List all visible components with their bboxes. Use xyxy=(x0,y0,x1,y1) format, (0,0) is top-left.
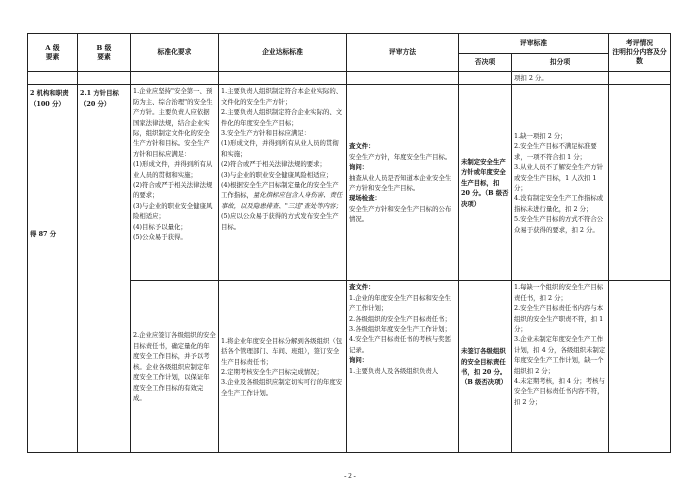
b-level-label: 2.1 方针目标（20 分） xyxy=(78,85,131,453)
carry-over-row xyxy=(28,72,671,85)
a-level-score: 得 87 分 xyxy=(30,230,57,239)
assessment-table xyxy=(27,33,671,453)
header-review-criteria: 评审标准 xyxy=(459,34,609,54)
carry-over-deduct: 项扣 2 分。 xyxy=(512,72,609,85)
a-level-cell xyxy=(28,85,78,453)
notes-cell-1[interactable] xyxy=(609,85,671,281)
header-b-level: B 级 要素 xyxy=(78,34,131,72)
standard-req-1: 1.企业应坚持"安全第一、预防为主、综合治理"的安全生产方针。主要负责人应依据国家法律法规，结合企业实际，组织制定文件化的安全生产方针和目标。安全生产方针和目标应满足： (1)形成文件，并得到所有从业人员的贯彻和实施； (2)符合或严于相关法律法规的要求； (3)与企业的职业安全健康风险相适应； (4)目标予以量化； (5)公众易于获得。 xyxy=(131,85,219,281)
header-veto: 否决项 xyxy=(459,54,512,72)
review-method-2: 查文件： 1.企业的年度安全生产目标和安全生产工作计划； 2.各级组织的安全生产目标责任书； 3.各级组织年度安全生产工作计划； 4.安全生产目标责任书的考核与奖惩记录。 询问： 1.主要负责人及各级组织负责人 xyxy=(347,281,459,453)
enterprise-standard-2: 1.将企业年度安全目标分解到各级组织（包括各个管理部门、车间、班组），签订安全生产目标责任书； 2.定期考核安全生产目标完成情况； 3.企业及各级组织应制定切实可行的年度安全生产工作计划。 xyxy=(219,281,347,453)
document-page xyxy=(27,33,670,453)
header-notes: 考评情况 注明扣分内容及分 数 xyxy=(609,34,671,72)
notes-cell-2[interactable] xyxy=(609,281,671,453)
enterprise-standard-1: 1.主要负责人组织制定符合本企业实际的、文件化的安全生产方针； 2.主要负责人组织制定符合企业实际的、文件化的年度安全生产目标； 3.安全生产方针和目标应满足： (1)形成文件，并得到所有从业人员的贯彻和实施； (2)符合或严于相关法律法规的要求； (3)与企业的职业安全健康风险相适应； (4)根据安全生产目标制定量化的安全生产工作指标，量化指标应包含人身伤害、责任事故，以及隐患排查、"三违"查处等内容； (5)应以公众易于获得的方式发布安全生产目标。 xyxy=(219,85,347,281)
header-row-1 xyxy=(28,34,671,54)
review-method-1: 查文件： 安全生产方针，年度安全生产目标。 询问： 抽查从业人员是否知道本企业安全生产方针和安全生产目标。 现场检查： 安全生产方针和安全生产目标的公布情况。 xyxy=(347,85,459,281)
veto-item-1: 未制定安全生产方针或年度安全生产目标，扣 20 分。（B 级否决项） xyxy=(459,85,512,281)
header-review-method: 评审方法 xyxy=(347,34,459,72)
a-level-label: 2 机构和职责（100 分） xyxy=(30,89,69,108)
header-standard-requirement: 标准化要求 xyxy=(131,34,219,72)
standard-req-2: 2.企业应签订各级组织的安全目标责任书，确定量化的年度安全工作目标，并予以考核。企业各级组织应制定年度安全工作计划，以保证年度安全工作目标的有效完成。 xyxy=(131,281,219,453)
header-deduct: 扣分项 xyxy=(512,54,609,72)
header-enterprise-standard: 企业达标标准 xyxy=(219,34,347,72)
header-a-level: A 级 要素 xyxy=(28,34,78,72)
quantified-indicator-note: 量化指标应包含人身伤害、责任事故，以及隐患排查、"三违"查处等内容； xyxy=(221,191,343,210)
deduct-items-1: 1.缺一项扣 2 分； 2.安全生产目标不满足标准要求，一项不符合扣 1 分； 3.从业人员不了解安全生产方针或安全生产目标，1 人次扣 1 分； 4.没有制定安全生产工作指标或指标未进行量化，扣 2 分； 5.安全生产目标的方式不符合公众易于获得的要求，扣 2 分。 xyxy=(512,85,609,281)
page-number: - 2 - xyxy=(344,472,356,480)
veto-item-2: 未签订各级组织的安全目标责任书，扣 20 分。（B 级否决项） xyxy=(459,281,512,453)
row-objectives xyxy=(28,85,671,281)
deduct-items-2: 1.每缺一个组织的安全生产目标责任书，扣 2 分； 2.安全生产目标责任书内容与本组织的安全生产职责不符，扣 1 分； 3.企业未制定年度安全生产工作计划，扣 4 分，各级组织未制定年度安全生产工作计划，缺一个组织扣 2 分； 4.未定期考核，扣 4 分；考核与安全生产目标责任书内容不符，扣 2 分； xyxy=(512,281,609,453)
